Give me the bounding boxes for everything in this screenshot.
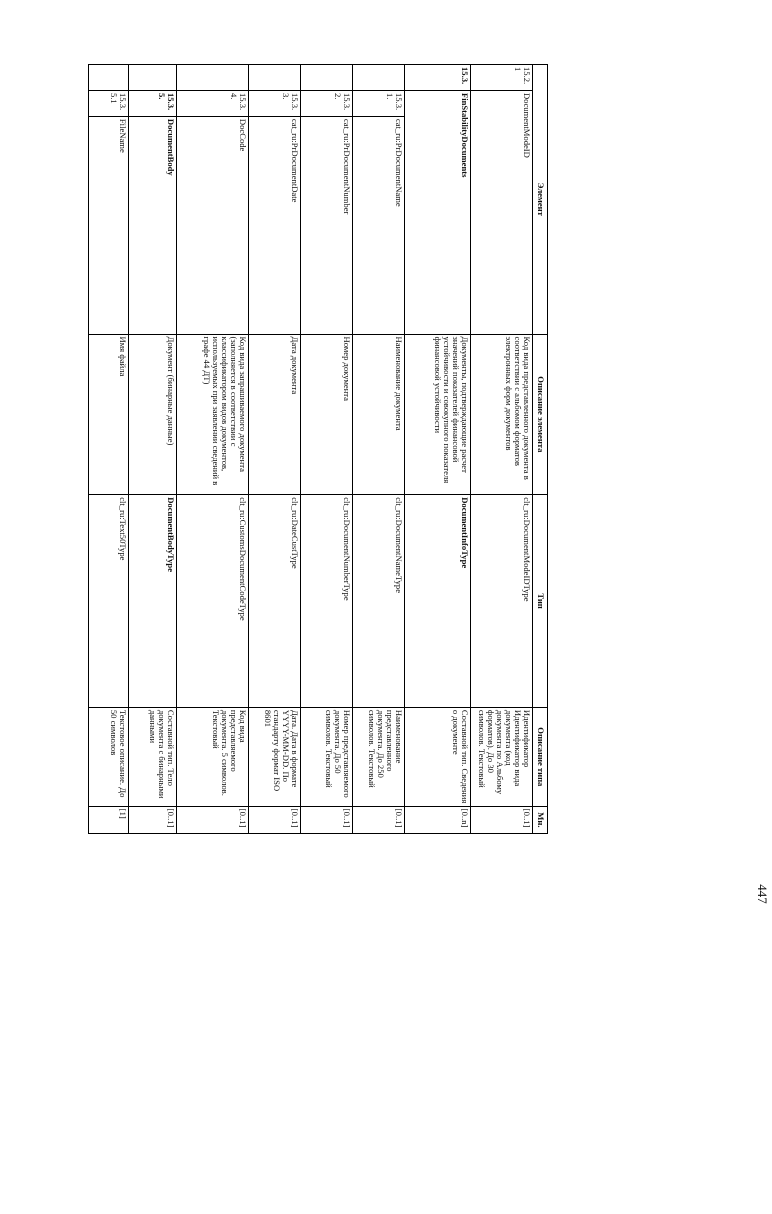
row-element-desc: Наименование документа [353,334,405,495]
row-element-desc: Документ (бинарные данные) [129,334,177,495]
schema-table-wrapper [92,64,548,834]
row-type: clt_ru:DocumentNameType [353,495,405,708]
row-type: clt_ru:Text50Type [89,495,129,708]
row-element-name: cat_ru:PrDocumentNumber [301,116,353,334]
row-sub-number: 15.3.3. [249,90,301,116]
table-row [301,65,353,834]
row-type-desc: Текстовое описание. До 50 символов [89,707,129,806]
row-mn: [0..1] [129,806,177,833]
row-element-desc: Код вида запрашиваемого документа (заполняется в соответствии с классификатором видов документов, используемых при заявлении сведений в графе 44 ДТ) [177,334,249,495]
row-type: DocumentInfoType [405,495,471,708]
table-row [177,65,249,834]
row-type-desc: Наименование представленного документа. До 250 символов. Текстовый [353,707,405,806]
page-number: 447 [755,884,770,904]
row-element-name: DocCode [177,116,249,334]
row-element-desc: Документы, подтверждающие расчет значений показателей финансовой устойчивости и совокупного показателя финансовой устойчивости [405,334,471,495]
table-row [249,65,301,834]
row-indent-cell [301,65,353,91]
row-type-desc: Идентификатор Идентификатор вида документа (код документа по Альбому форматов). До 30 символов. Текстовый [471,707,533,806]
row-sub-number: 15.3.1. [353,90,405,116]
row-element-name: cat_ru:PrDocumentDate [249,116,301,334]
row-mn: [0..n] [405,806,471,833]
row-indent-cell [89,65,129,91]
row-element-name: DocumentModeID [471,90,533,334]
header-mn: Мн. [533,806,548,833]
row-sub-number: 15.3.4. [177,90,249,116]
row-element-desc: Номер документа [301,334,353,495]
schema-table [88,64,548,834]
row-element-desc: Имя файла [89,334,129,495]
row-element-desc: Дата документа [249,334,301,495]
row-mn: [1] [89,806,129,833]
row-element-name: FinStabilityDocuments [405,90,471,334]
header-element-desc: Описание элемента [533,334,548,495]
row-indent-cell [177,65,249,91]
row-element-name: DocumentBody [129,116,177,334]
row-type-desc: Номер представляемого документа. До 50 символов. Текстовый [301,707,353,806]
row-sub-number: 15.3.5.1 [89,90,129,116]
row-mn: [0..1] [301,806,353,833]
row-mn: [0..1] [249,806,301,833]
row-mn: [0..1] [177,806,249,833]
row-mn: [0..1] [353,806,405,833]
row-element-desc: Код вида представленного документа в соответствии с альбомом форматов электронных форм документов [471,334,533,495]
row-type: clt_ru:CustomsDocumentCodeType [177,495,249,708]
row-type-desc: Составной тип. Тело документа с бинарными данными [129,707,177,806]
row-type: clt_ru:DocumentModeIDType [471,495,533,708]
table-row [353,65,405,834]
table-row [405,65,471,834]
row-type: DocumentBodyType [129,495,177,708]
row-indent-cell [249,65,301,91]
row-mn: [0..1] [471,806,533,833]
header-type: Тип [533,495,548,708]
row-type: clt_ru:DocumentNumberType [301,495,353,708]
row-number: 15.2.1 [471,65,533,91]
table-header-row [533,65,548,834]
row-indent-cell [353,65,405,91]
table-row [89,65,129,834]
row-type-desc: Составной тип. Сведения о документе [405,707,471,806]
row-type-desc: Код вида представляемого документа. 5 символов. Текстовый [177,707,249,806]
row-element-name: cat_ru:PrDocumentName [353,116,405,334]
table-row [471,65,533,834]
row-sub-number: 15.3.2. [301,90,353,116]
table-row [129,65,177,834]
row-number: 15.3. [405,65,471,91]
row-type-desc: Дата. Дата в формате YYYY-MM-DD. По стандарту формат ISO 8601 [249,707,301,806]
row-type: clt_ru:DateCustType [249,495,301,708]
row-sub-number: 15.3.5. [129,90,177,116]
row-indent-cell [129,65,177,91]
row-element-name: FileName [89,116,129,334]
header-type-desc: Описание типа [533,707,548,806]
header-element: Элемент [533,65,548,335]
